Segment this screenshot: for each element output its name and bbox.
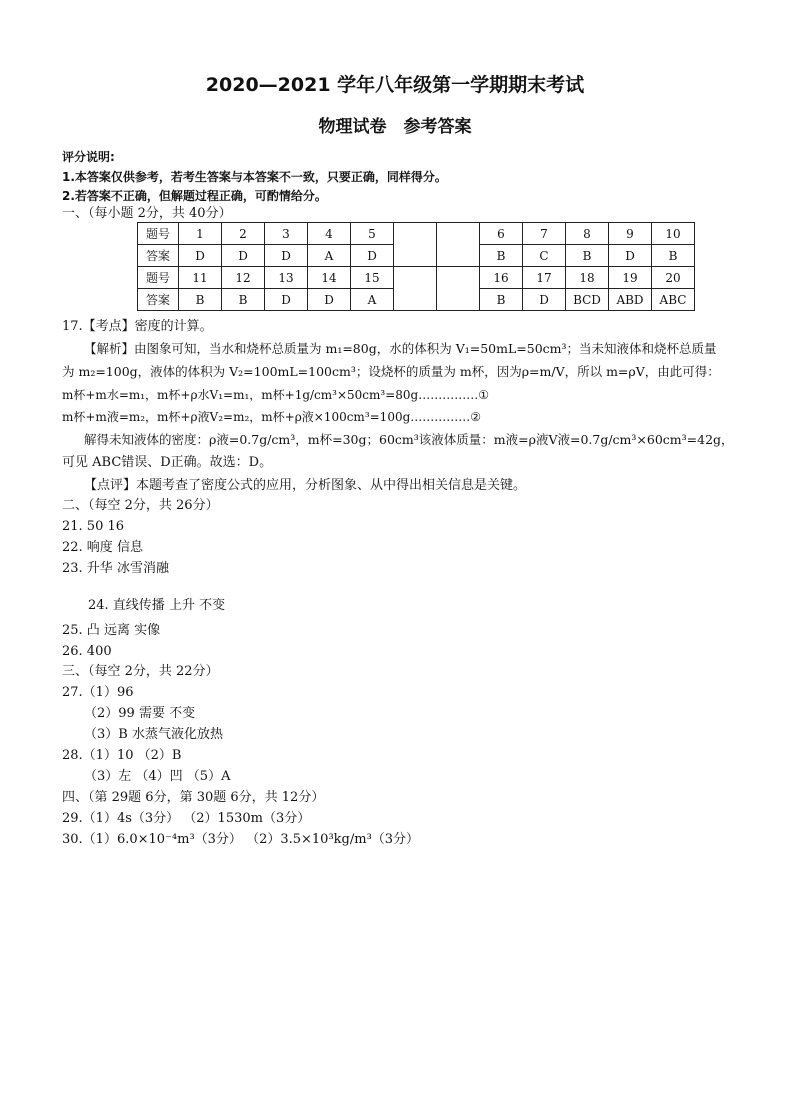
- q17-topic: 17.【考点】密度的计算。: [62, 319, 213, 334]
- answer-29: 29.（1）4s（3分） （2）1530m（3分）: [62, 811, 311, 826]
- q17-comment: 【点评】本题考查了密度公式的应用，分析图象、从中得出相关信息是关键。: [84, 478, 527, 493]
- cell: C: [523, 245, 566, 267]
- cell: 9: [609, 223, 652, 245]
- q17-equation-1: m杯+m水=m₁，m杯+ρ水V₁=m₁，m杯+1g/cm³×50cm³=80g……………①: [62, 388, 489, 402]
- gap-cell: [394, 223, 437, 267]
- answer-27-2: （2）99 需要 不变: [84, 706, 196, 721]
- page-title: 2020—2021 学年八年级第一学期期末考试: [205, 74, 585, 96]
- section1-heading: 一、（每小题 2分，共 40分）: [62, 206, 232, 221]
- answer-27-3: （3）B 水蒸气液化放热: [84, 727, 223, 742]
- cell: B: [480, 245, 523, 267]
- cell: 17: [523, 267, 566, 289]
- cell: 18: [566, 267, 609, 289]
- section4-heading: 四、（第 29题 6分，第 30题 6分，共 12分）: [62, 790, 325, 805]
- answer-27-1: 27.（1）96: [62, 685, 134, 700]
- label-question-no: 题号: [138, 267, 179, 289]
- notes-heading: 评分说明:: [62, 150, 115, 164]
- answer-24: 24. 直线传播 上升 不变: [88, 598, 226, 613]
- table-row: [138, 223, 695, 245]
- cell: 6: [480, 223, 523, 245]
- cell: 14: [308, 267, 351, 289]
- answer-28-1: 28.（1）10 （2）B: [62, 748, 182, 763]
- gap-cell: [394, 267, 437, 311]
- answer-23: 23. 升华 冰雪消融: [62, 561, 169, 576]
- answer-26: 26. 400: [62, 644, 112, 659]
- cell: 7: [523, 223, 566, 245]
- cell: D: [179, 245, 222, 267]
- cell: B: [480, 289, 523, 311]
- q17-solution: 解得未知液体的密度：ρ液=0.7g/cm³，m杯=30g；60cm³该液体质量：m液=ρ液V液=0.7g/cm³×60cm³=42g，: [84, 432, 734, 447]
- label-question-no: 题号: [138, 223, 179, 245]
- cell: 1: [179, 223, 222, 245]
- table-row: [138, 267, 695, 289]
- cell: BCD: [566, 289, 609, 311]
- cell: D: [308, 289, 351, 311]
- cell: D: [351, 245, 394, 267]
- answer-28-2: （3）左 （4）凹 （5）A: [84, 769, 231, 784]
- cell: D: [523, 289, 566, 311]
- cell: 15: [351, 267, 394, 289]
- cell: D: [609, 245, 652, 267]
- page-subtitle: 物理试卷 参考答案: [318, 117, 472, 137]
- cell: 16: [480, 267, 523, 289]
- cell: 4: [308, 223, 351, 245]
- cell: 10: [652, 223, 695, 245]
- cell: 11: [179, 267, 222, 289]
- section2-heading: 二、（每空 2分，共 26分）: [62, 498, 219, 513]
- q17-conclusion: 可见 ABC错误、D正确。故选：D。: [62, 455, 273, 470]
- cell: 20: [652, 267, 695, 289]
- cell: ABD: [609, 289, 652, 311]
- cell: 8: [566, 223, 609, 245]
- cell: 3: [265, 223, 308, 245]
- label-answer: 答案: [138, 245, 179, 267]
- note-1: 1.本答案仅供参考，若考生答案与本答案不一致，只要正确，同样得分。: [62, 170, 447, 184]
- cell: 12: [222, 267, 265, 289]
- answer-25: 25. 凸 远离 实像: [62, 623, 161, 638]
- cell: D: [265, 245, 308, 267]
- answer-21: 21. 50 16: [62, 519, 125, 534]
- cell: B: [222, 289, 265, 311]
- cell: 5: [351, 223, 394, 245]
- answer-table: [137, 222, 695, 311]
- answer-30: 30.（1）6.0×10⁻⁴m³（3分） （2）3.5×10³kg/m³（3分）: [62, 832, 420, 847]
- cell: 13: [265, 267, 308, 289]
- cell: D: [222, 245, 265, 267]
- cell: B: [566, 245, 609, 267]
- cell: D: [265, 289, 308, 311]
- cell: ABC: [652, 289, 695, 311]
- q17-equation-2: m杯+m液=m₂，m杯+ρ液V₂=m₂，m杯+ρ液×100cm³=100g……………②: [62, 410, 482, 424]
- gap-cell: [437, 223, 480, 267]
- answer-22: 22. 响度 信息: [62, 540, 143, 555]
- cell: B: [652, 245, 695, 267]
- label-answer: 答案: [138, 289, 179, 311]
- section3-heading: 三、（每空 2分，共 22分）: [62, 664, 219, 679]
- q17-analysis-line: 为 m₂=100g，液体的体积为 V₂=100mL=100cm³；设烧杯的质量为 m杯，因为ρ=m/V，所以 m=ρV，由此可得：: [62, 364, 720, 379]
- cell: A: [308, 245, 351, 267]
- q17-analysis-line: 【解析】由图象可知，当水和烧杯总质量为 m₁=80g，水的体积为 V₁=50mL=50cm³；当未知液体和烧杯总质量: [84, 341, 717, 356]
- cell: 19: [609, 267, 652, 289]
- cell: 2: [222, 223, 265, 245]
- note-2: 2.若答案不正确，但解题过程正确，可酌情给分。: [62, 189, 327, 203]
- cell: B: [179, 289, 222, 311]
- cell: A: [351, 289, 394, 311]
- gap-cell: [437, 267, 480, 311]
